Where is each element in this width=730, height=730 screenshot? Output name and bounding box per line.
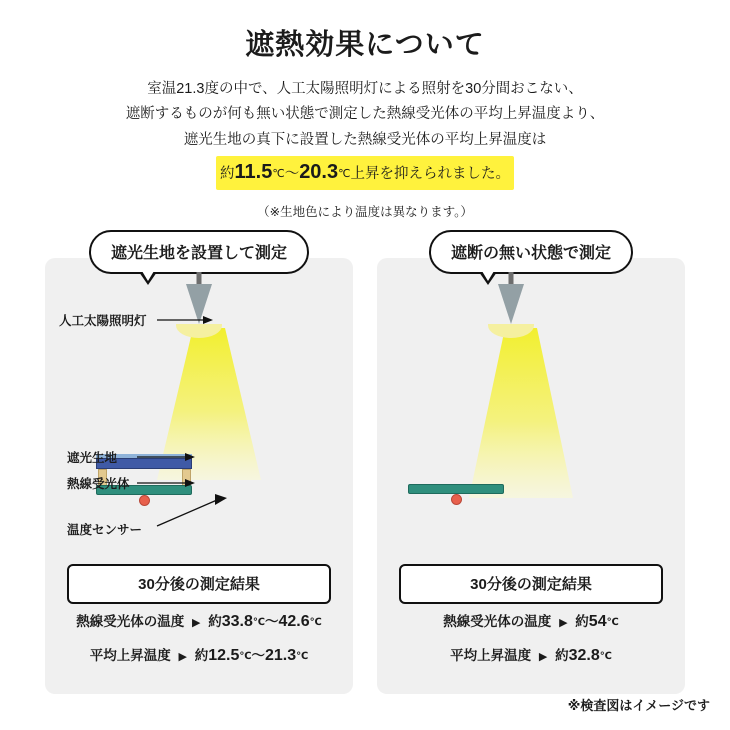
leader-lamp-left: [157, 314, 217, 326]
triangle-marker-icon: ▶: [178, 651, 187, 663]
header-note: （※生地色により温度は異なります。）: [257, 205, 473, 220]
label-lamp-left: 人工太陽照明灯: [59, 314, 147, 328]
temperature-sensor: [139, 495, 150, 506]
result-row-average-rise-right: [377, 644, 685, 665]
result-rows-right: [377, 610, 685, 678]
highlight-line: [45, 156, 685, 190]
result-unit-2: ℃: [309, 617, 322, 628]
highlight-suffix: 上昇を抑えられました。: [350, 166, 510, 183]
heat-ray-receiver: [408, 484, 504, 494]
result-value-1: 54: [588, 613, 607, 630]
solar-lamp-left: [169, 272, 229, 338]
highlight-badge: [216, 156, 514, 190]
result-row-temperature-left: [45, 610, 353, 631]
panel-left-bubble-label: 遮光生地を設置して測定: [89, 230, 309, 274]
result-value-1: 12.5: [208, 647, 240, 664]
leader-sensor: [155, 494, 233, 534]
temperature-sensor: [451, 494, 462, 505]
result-row-average-rise-left: [45, 644, 353, 665]
comparison-panels: [0, 245, 730, 694]
result-prefix: 約: [575, 614, 589, 629]
result-tilde: ～: [265, 614, 279, 629]
result-tilde: ～: [251, 648, 265, 663]
label-fabric: 遮光生地: [67, 451, 118, 465]
footnote: ※検査図はイメージです: [567, 698, 710, 713]
highlight-unit-2: ℃: [338, 168, 351, 181]
solar-lamp-right: [481, 272, 541, 338]
label-sensor: 温度センサー: [67, 523, 143, 537]
result-row-label: 平均上昇温度: [89, 648, 171, 663]
result-unit-2: ℃: [296, 651, 309, 662]
result-value-1: 32.8: [568, 647, 600, 664]
panel-without-fabric: [377, 245, 685, 694]
highlight-tilde: ～: [284, 166, 300, 183]
header: [0, 0, 730, 220]
result-rows-left: [45, 610, 353, 678]
highlight-value-2: 20.3: [299, 161, 339, 184]
highlight-unit-1: ℃: [272, 168, 285, 181]
result-unit-1: ℃: [239, 651, 252, 662]
triangle-marker-icon: ▶: [559, 617, 568, 629]
result-value-2: 42.6: [278, 613, 310, 630]
lead-paragraph: [45, 77, 685, 190]
panel-right-bubble-label: 遮断の無い状態で測定: [429, 230, 633, 274]
result-value-2: 21.3: [265, 647, 297, 664]
highlight-prefix: 約: [220, 166, 235, 183]
label-receiver-left: 熱線受光体: [67, 477, 130, 491]
triangle-marker-icon: ▶: [538, 651, 548, 663]
leader-receiver-left: [137, 477, 197, 489]
result-unit-1: ℃: [606, 617, 619, 628]
highlight-value-1: 11.5: [234, 161, 273, 184]
result-row-label: 平均上昇温度: [450, 648, 532, 663]
result-row-label: 熱線受光体の温度: [76, 614, 185, 629]
result-title-left: 30分後の測定結果: [67, 564, 331, 604]
result-prefix: 約: [208, 614, 222, 629]
panel-with-fabric: [45, 245, 353, 694]
lamp-bulb-icon: [488, 324, 534, 338]
result-unit-1: ℃: [252, 617, 265, 628]
result-unit-1: ℃: [599, 651, 612, 662]
lamp-shade-icon: [498, 284, 524, 324]
result-row-label: 熱線受光体の温度: [443, 614, 552, 629]
page-title: 遮熱効果について: [245, 29, 485, 61]
lamp-bulb-icon: [176, 324, 222, 338]
result-title-right: 30分後の測定結果: [399, 564, 663, 604]
lead-line-3: 遮光生地の真下に設置した熱線受光体の平均上昇温度は: [183, 131, 547, 148]
light-beam-right: [377, 308, 685, 568]
result-row-temperature-right: [377, 610, 685, 631]
result-value-1: 33.8: [221, 613, 253, 630]
triangle-marker-icon: ▶: [192, 617, 201, 629]
lead-line-2: 遮断するものが何も無い状態で測定した熱線受光体の平均上昇温度より、: [125, 106, 605, 123]
measurement-stack-right: [456, 484, 566, 514]
leader-fabric: [137, 451, 197, 463]
lead-line-1: 室温21.3度の中で、人工太陽照明灯による照射を30分間おこない、: [147, 81, 583, 97]
result-prefix: 約: [555, 648, 569, 663]
result-prefix: 約: [194, 648, 209, 663]
